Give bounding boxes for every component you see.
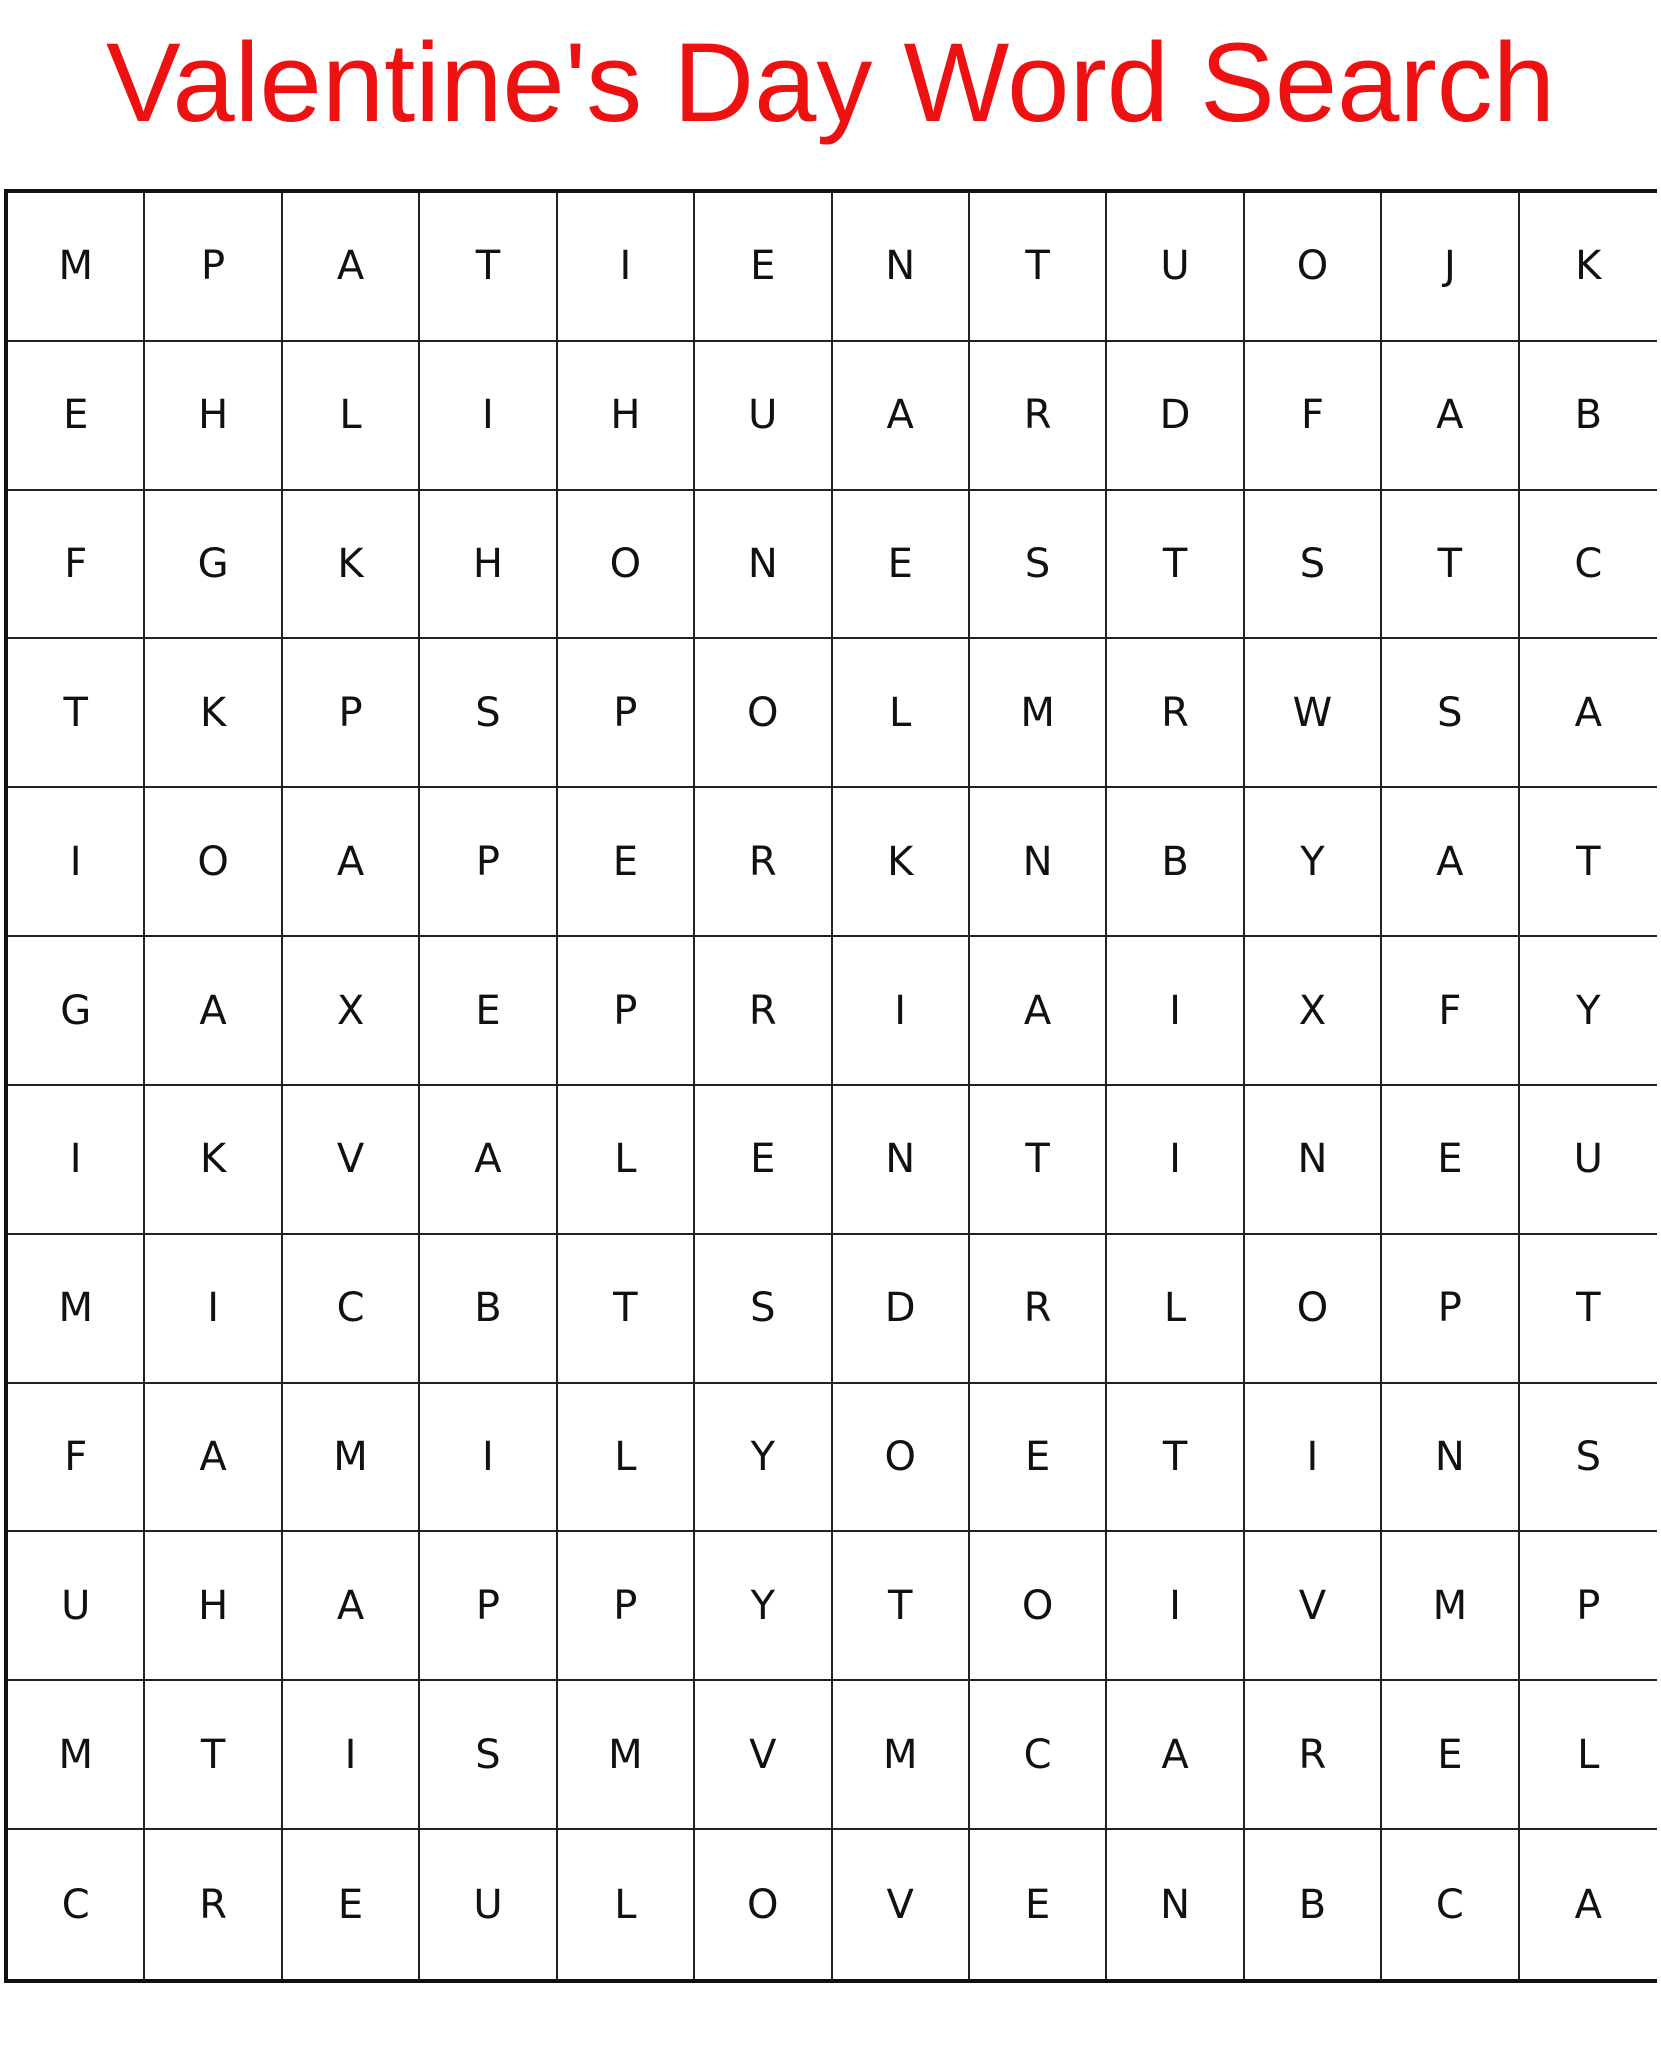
grid-cell[interactable]: I bbox=[8, 1086, 145, 1235]
grid-cell[interactable]: H bbox=[145, 1532, 282, 1681]
grid-cell[interactable]: I bbox=[283, 1681, 420, 1830]
grid-cell[interactable]: F bbox=[8, 1384, 145, 1533]
grid-cell[interactable]: B bbox=[1245, 1830, 1382, 1979]
grid-cell[interactable]: A bbox=[1520, 639, 1657, 788]
grid-cell[interactable]: L bbox=[558, 1384, 695, 1533]
grid-cell[interactable]: D bbox=[833, 1235, 970, 1384]
grid-cell[interactable]: E bbox=[283, 1830, 420, 1979]
grid-cell[interactable]: L bbox=[558, 1086, 695, 1235]
page-title: Valentine's Day Word Search bbox=[105, 20, 1556, 145]
grid-cell[interactable]: G bbox=[8, 937, 145, 1086]
grid-cell[interactable]: A bbox=[1382, 342, 1519, 491]
grid-cell[interactable]: I bbox=[1107, 1086, 1244, 1235]
grid-cell[interactable]: K bbox=[283, 491, 420, 640]
grid-cell[interactable]: S bbox=[970, 491, 1107, 640]
grid-cell[interactable]: T bbox=[8, 639, 145, 788]
grid-cell[interactable]: L bbox=[283, 342, 420, 491]
grid-cell[interactable]: Y bbox=[1520, 937, 1657, 1086]
grid-cell[interactable]: K bbox=[1520, 193, 1657, 342]
grid-cell[interactable]: E bbox=[8, 342, 145, 491]
grid-cell[interactable]: L bbox=[558, 1830, 695, 1979]
grid-cell[interactable]: F bbox=[1245, 342, 1382, 491]
grid-cell[interactable]: U bbox=[1520, 1086, 1657, 1235]
grid-cell[interactable]: D bbox=[1107, 342, 1244, 491]
grid-cell[interactable]: X bbox=[283, 937, 420, 1086]
grid-cell[interactable]: A bbox=[145, 937, 282, 1086]
grid-cell[interactable]: L bbox=[1520, 1681, 1657, 1830]
grid-cell[interactable]: T bbox=[970, 1086, 1107, 1235]
grid-cell[interactable]: R bbox=[145, 1830, 282, 1979]
grid-cell[interactable]: E bbox=[1382, 1681, 1519, 1830]
grid-cell[interactable]: P bbox=[558, 1532, 695, 1681]
grid-cell[interactable]: E bbox=[695, 193, 832, 342]
grid-cell[interactable]: R bbox=[970, 1235, 1107, 1384]
grid-cell[interactable]: U bbox=[8, 1532, 145, 1681]
grid-cell[interactable]: M bbox=[283, 1384, 420, 1533]
grid-cell[interactable]: B bbox=[420, 1235, 557, 1384]
grid-cell[interactable]: U bbox=[695, 342, 832, 491]
grid-cell[interactable]: N bbox=[833, 193, 970, 342]
grid-cell[interactable]: V bbox=[833, 1830, 970, 1979]
grid-cell[interactable]: T bbox=[558, 1235, 695, 1384]
grid-cell[interactable]: A bbox=[970, 937, 1107, 1086]
grid-cell[interactable]: S bbox=[1382, 639, 1519, 788]
grid-cell[interactable]: T bbox=[420, 193, 557, 342]
grid-cell[interactable]: C bbox=[283, 1235, 420, 1384]
grid-cell[interactable]: T bbox=[1382, 491, 1519, 640]
grid-cell[interactable]: T bbox=[1107, 491, 1244, 640]
grid-cell[interactable]: N bbox=[1107, 1830, 1244, 1979]
grid-cell[interactable]: I bbox=[1245, 1384, 1382, 1533]
grid-cell[interactable]: C bbox=[970, 1681, 1107, 1830]
grid-cell[interactable]: X bbox=[1245, 937, 1382, 1086]
grid-cell[interactable]: M bbox=[970, 639, 1107, 788]
grid-cell[interactable]: S bbox=[420, 1681, 557, 1830]
grid-cell[interactable]: K bbox=[145, 1086, 282, 1235]
grid-cell[interactable]: H bbox=[558, 342, 695, 491]
grid-cell[interactable]: A bbox=[420, 1086, 557, 1235]
grid-cell[interactable]: H bbox=[420, 491, 557, 640]
grid-cell[interactable]: R bbox=[695, 937, 832, 1086]
grid-cell[interactable]: M bbox=[8, 193, 145, 342]
grid-cell[interactable]: N bbox=[1382, 1384, 1519, 1533]
grid-cell[interactable]: G bbox=[145, 491, 282, 640]
grid-cell[interactable]: A bbox=[1107, 1681, 1244, 1830]
grid-cell[interactable]: Y bbox=[695, 1532, 832, 1681]
grid-cell[interactable]: P bbox=[420, 1532, 557, 1681]
grid-cell[interactable]: C bbox=[1520, 491, 1657, 640]
grid-cell[interactable]: E bbox=[833, 491, 970, 640]
grid-cell[interactable]: O bbox=[970, 1532, 1107, 1681]
grid-cell[interactable]: Y bbox=[695, 1384, 832, 1533]
grid-cell[interactable]: A bbox=[833, 342, 970, 491]
grid-cell[interactable]: I bbox=[558, 193, 695, 342]
grid-cell[interactable]: P bbox=[1520, 1532, 1657, 1681]
grid-cell[interactable]: I bbox=[1107, 937, 1244, 1086]
grid-cell[interactable]: K bbox=[833, 788, 970, 937]
grid-cell[interactable]: M bbox=[8, 1681, 145, 1830]
grid-cell[interactable]: O bbox=[695, 1830, 832, 1979]
grid-cell[interactable]: O bbox=[558, 491, 695, 640]
grid-cell[interactable]: H bbox=[145, 342, 282, 491]
grid-cell[interactable]: R bbox=[695, 788, 832, 937]
grid-cell[interactable]: O bbox=[833, 1384, 970, 1533]
grid-cell[interactable]: Y bbox=[1245, 788, 1382, 937]
grid-cell[interactable]: A bbox=[1382, 788, 1519, 937]
grid-cell[interactable]: E bbox=[970, 1830, 1107, 1979]
grid-cell[interactable]: V bbox=[1245, 1532, 1382, 1681]
grid-cell[interactable]: C bbox=[1382, 1830, 1519, 1979]
grid-cell[interactable]: S bbox=[695, 1235, 832, 1384]
grid-cell[interactable]: C bbox=[8, 1830, 145, 1979]
grid-cell[interactable]: A bbox=[283, 193, 420, 342]
grid-cell[interactable]: E bbox=[420, 937, 557, 1086]
grid-cell[interactable]: T bbox=[1107, 1384, 1244, 1533]
grid-cell[interactable]: V bbox=[283, 1086, 420, 1235]
grid-cell[interactable]: N bbox=[1245, 1086, 1382, 1235]
grid-cell[interactable]: I bbox=[1107, 1532, 1244, 1681]
grid-cell[interactable]: R bbox=[1245, 1681, 1382, 1830]
grid-cell[interactable]: F bbox=[8, 491, 145, 640]
grid-cell[interactable]: A bbox=[1574, 1881, 1602, 1928]
grid-cell[interactable]: L bbox=[833, 639, 970, 788]
grid-cell[interactable]: T bbox=[1520, 788, 1657, 937]
grid-cell[interactable]: M bbox=[1382, 1532, 1519, 1681]
grid-cell[interactable]: T bbox=[970, 193, 1107, 342]
grid-cell[interactable]: V bbox=[695, 1681, 832, 1830]
grid-cell[interactable]: A bbox=[283, 788, 420, 937]
grid-cell[interactable]: L bbox=[1107, 1235, 1244, 1384]
grid-cell[interactable]: F bbox=[1382, 937, 1519, 1086]
grid-cell[interactable]: M bbox=[558, 1681, 695, 1830]
grid-cell[interactable]: O bbox=[1245, 193, 1382, 342]
grid-cell[interactable]: S bbox=[420, 639, 557, 788]
grid-cell[interactable]: I bbox=[145, 1235, 282, 1384]
grid-cell[interactable]: A bbox=[145, 1384, 282, 1533]
grid-cell[interactable]: E bbox=[695, 1086, 832, 1235]
grid-cell[interactable]: I bbox=[8, 788, 145, 937]
grid-cell[interactable]: P bbox=[420, 788, 557, 937]
grid-cell[interactable]: P bbox=[145, 193, 282, 342]
grid-cell[interactable]: T bbox=[833, 1532, 970, 1681]
grid-cell[interactable]: J bbox=[1382, 193, 1519, 342]
grid-cell[interactable]: E bbox=[970, 1384, 1107, 1533]
grid-cell[interactable]: N bbox=[833, 1086, 970, 1235]
grid-cell[interactable]: P bbox=[558, 639, 695, 788]
grid-cell[interactable]: E bbox=[558, 788, 695, 937]
grid-cell[interactable]: M bbox=[8, 1235, 145, 1384]
grid-cell[interactable]: K bbox=[145, 639, 282, 788]
grid-cell[interactable]: S bbox=[1245, 491, 1382, 640]
grid-cell[interactable]: U bbox=[420, 1830, 557, 1979]
grid-cell[interactable]: E bbox=[1382, 1086, 1519, 1235]
grid-cell[interactable]: N bbox=[695, 491, 832, 640]
grid-cell[interactable]: R bbox=[1107, 639, 1244, 788]
grid-cell[interactable]: R bbox=[970, 342, 1107, 491]
grid-cell[interactable]: T bbox=[145, 1681, 282, 1830]
grid-cell[interactable]: A bbox=[283, 1532, 420, 1681]
grid-cell[interactable]: T bbox=[1520, 1235, 1657, 1384]
grid-cell[interactable]: P bbox=[1382, 1235, 1519, 1384]
grid-cell[interactable]: W bbox=[1245, 639, 1382, 788]
grid-cell[interactable]: I bbox=[420, 1384, 557, 1533]
grid-cell[interactable]: P bbox=[283, 639, 420, 788]
grid-cell[interactable]: B bbox=[1107, 788, 1244, 937]
word-search-grid bbox=[4, 189, 1657, 1983]
grid-cell[interactable]: U bbox=[1107, 193, 1244, 342]
grid-cell[interactable]: B bbox=[1520, 342, 1657, 491]
grid-cell[interactable]: M bbox=[833, 1681, 970, 1830]
grid-cell[interactable]: I bbox=[833, 937, 970, 1086]
grid-cell[interactable]: P bbox=[558, 937, 695, 1086]
grid-cell[interactable]: S bbox=[1520, 1384, 1657, 1533]
grid-cell[interactable]: I bbox=[420, 342, 557, 491]
grid-cell[interactable]: N bbox=[970, 788, 1107, 937]
grid-cell[interactable]: O bbox=[695, 639, 832, 788]
grid-cell[interactable]: O bbox=[145, 788, 282, 937]
grid-cell[interactable]: O bbox=[1245, 1235, 1382, 1384]
